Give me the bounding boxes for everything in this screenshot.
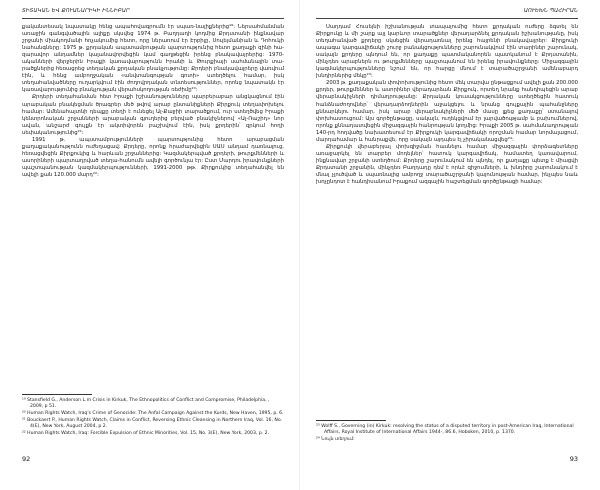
footnotes-right <box>316 424 578 444</box>
paragraph: Քիրքուկի վերաբերյալ փոխզիջման հասնելու համար միջազգային փորձագետները առաջարկել են տարբեր մոդելներ՝ հատուկ կարգավիճակ, համատեղ կառավարում, ինքնավար շրջանի ստեղծում: Քրդերը շարունակում են պնդել, որ քաղաքը պետք է միացվի Քրդստանի շրջանին, մինչդեռ Բաղդադը դեմ է որևէ զիջումների, և խնդիրը շարունակում է մնալ չլուծված և սպառնալից ամբողջ տարածաշրջանի կայունության համար, ինչպես նաև խոչընդոտ է հանդիսանում Իրաքում ազգային հաշտեցման գործընթացի համար: <box>316 143 578 186</box>
head-rule-left <box>22 18 284 19</box>
footnote: ²⁰ Human Rights Watch, Iraq's Crime of Genocide: The Anfal Campaign Against the Kurds, New Haven, 1995, p. 6. <box>22 410 284 416</box>
footnote: ²⁴ Նույն տեղում: <box>316 436 355 442</box>
page-number-left: 92 <box>22 455 31 463</box>
footnote: ¹⁹ Stansfield G., Anderson L.m Crisis in Kirkuk, The Ethnopolitics of Conflict and Compromise, Philadelphia, , 2009, p 51. <box>22 398 270 410</box>
head-rule-right <box>316 18 578 19</box>
body-text-left <box>22 24 284 179</box>
footnote-rule-left <box>22 394 92 395</box>
footnote: ²¹ Bouckaert P., Human Rights Watch, Claims in Conflict, Reversing Ethnic Cleansing in Northern Iraq, Vol. 16, No. 4(E), New York, August 2004, p 2. <box>22 417 283 429</box>
body-text-right <box>316 24 578 186</box>
footnote: ²³ Wolff S., Governing (in) Kirkuk: resolving the status of a disputed territory in post-American Iraq, International Affairs, Royal Institute of International Affairs 1944-, 86.6, Hoboken, 2010, p. 1370. <box>316 424 574 436</box>
right-page <box>300 0 600 490</box>
footnote-rule-right <box>316 420 386 421</box>
paragraph: Սադդամ Հուսեյնի իշխանության տապալումից հետո քրդական ուժերը ձգտել են Քիրքուկը և մի շարք այլ կարևոր տարածքներ վերադարձնել քրդական իշխանությանը, իսկ տեղահանված քրդերը սկսեցին վերադառնալ իրենց հայրենի բնակավայրեր: Քիրքուկի ապագա կարգավիճակի շուրջ բանակցությունները շարունակվում էին տարիներ շարունակ, սակայն քրդերը պնդում են, որ քաղաքը պատմականորեն պատկանում է Քրդստանին, մինչդեռ արաբներն ու թուրքմենները պաշտպանում են իրենց իրավունքները: Միջազգային կազմակերպությունները նշում են, որ հարցը մնում է տարածաշրջանի ամենաբարդ խնդիրներից մեկը²³: <box>316 24 578 80</box>
footnote: ²² Human Rights Watch, Iraq: Forcible Expulsion of Ethnic Minorities, Vol. 15, No. 3(E), New York, 2003, p. 2. <box>22 430 270 436</box>
running-head-right: ԱՈՒԵԽՆ ՊԱՀԻՐԱՆ <box>523 8 578 14</box>
paragraph: 1991 թ. ապստամբությունների պարտությունից հետո արաբացման քաղաքականությունն ուժեղացավ: Քրդերը, որոնք հրաժարվեցին ՍԱՍ անդամ դառնալուց, հեռացվեցին Քիրքուկից և հարևան շրջաններից: Կազմակերպված քրդերի, թուրքմենների և ասորիների պարտադրված տեղա-հանումն ավելի գործունյա էր: Ըստ Մարդու իրավունքների պաշտպանության կազմակերպությունների, 1991-2000 թթ. Քիրքուկից տեղահանվել են ավելի քան 120.000 մարդ²²: <box>22 136 284 178</box>
paragraph: քականտեսակ նպատակը հենց ապահովագրումն էր սպառ-նալիքներից¹⁹: Ներսահմանման առաջին գանգվածային ալիքը սկսվեց 1974 թ. Բաղդադի կողմից Քրդստանի ինքնավար շրջանի միակողմանի հռչակումից հետո, որը ներառում էր Էրբիլը, Սուլեյմանիան և Դոհուկի նահանգները: 1975 թ. քրդական ապստամբության պարտությունից հետո քաղաքի զինի հա-զարավոր անդամներ կալանավորվեցին կամ գաղթեցին իրենց բնակավայրերից: 1970-ականների վերջերին Իրաքի կառավարությունն Իրանի և Թուրքիայի սահմանային տա-րածքներից հեռացրեց տեղական քրդական բնակչությունը: Քրդերի բնակավայրերը վառվում էին, և հենց ամբողջական «անվտանգության գոտի» ստեղծելու համար, իսկ տեղահանվածները ուղարկվում էին ժողովրդական տնտեսություններ, որոնց նպատակն էր կառավարությունից բնակչության վերահսկողության ռեժիմը²⁰: <box>22 24 284 94</box>
page-number-right: 93 <box>569 455 578 463</box>
paragraph: Քրդերի տեղահանման հետ Իրաքի իշխանությունները պարբերաբար անցկացնում էին արաբական բնակեցման ծրագրեր մեծ թվով արաբ ընտանիքների Քիրքուկ տեղափոխելու համար: Ամենահայտնի դեպքը տեղի է ունեցել Ալ-Քաջիի տարածքում, ուր ստեղծվեց Իրաքի կենտրոնական շրջանների արաբական գյուղերից բերված բնակիչներով «Ալ-Ռաշիդ» նոր ավան, անշարժ գույքն էր ակտիվորեն բաշխվում էին, իսկ քրդերին՝ զրկում հողի սեփականությունից²¹: <box>22 94 284 136</box>
footnotes-left <box>22 398 284 437</box>
paragraph: 2003 թ. քաղաքական փոփոխությունից հետո մեկ տարվա ընթացքում ավելի քան 200.000 քրդեր, թուրքմեններ և ասորիներ վերադարձան Քիրքուկ, որտեղ նրանք հանդիպեցին արաբ վերաբնակիչների դիմադրությանը: Քրդական կուսակցությունները ստեղծեցին հատուկ հանձնաժողովներ՝ վերադարձողներին աջակցելու և նրանց գույքային պահանջները քննարկելու համար, իսկ արաբ վերաբնակիչների մեծ մասը լքեց քաղաքը՝ ստանալով փոխհատուցում: Այս գործընթացը, սակայն, ուղեկցվում էր լարվածությամբ և բախումներով, որոնք քննադատվեցին միջազգային հանրության կողմից: Իրաքի 2005 թ. սահմանադրության 140-րդ հոդվածը նախատեսում էր Քիրքուկի կարգավիճակի որոշման համար նորմալացում, մարդահամար և հանրաքվե, որը սակայն այդպես էլ չիրականացվեց²⁴: <box>316 80 578 143</box>
running-head-left: ՏԻՏԱԿԱՆ ԵՎ ՔՈՒԱՆԱՐԻԿԻ ԻՆՆԻԲԱՐ <box>22 8 130 14</box>
